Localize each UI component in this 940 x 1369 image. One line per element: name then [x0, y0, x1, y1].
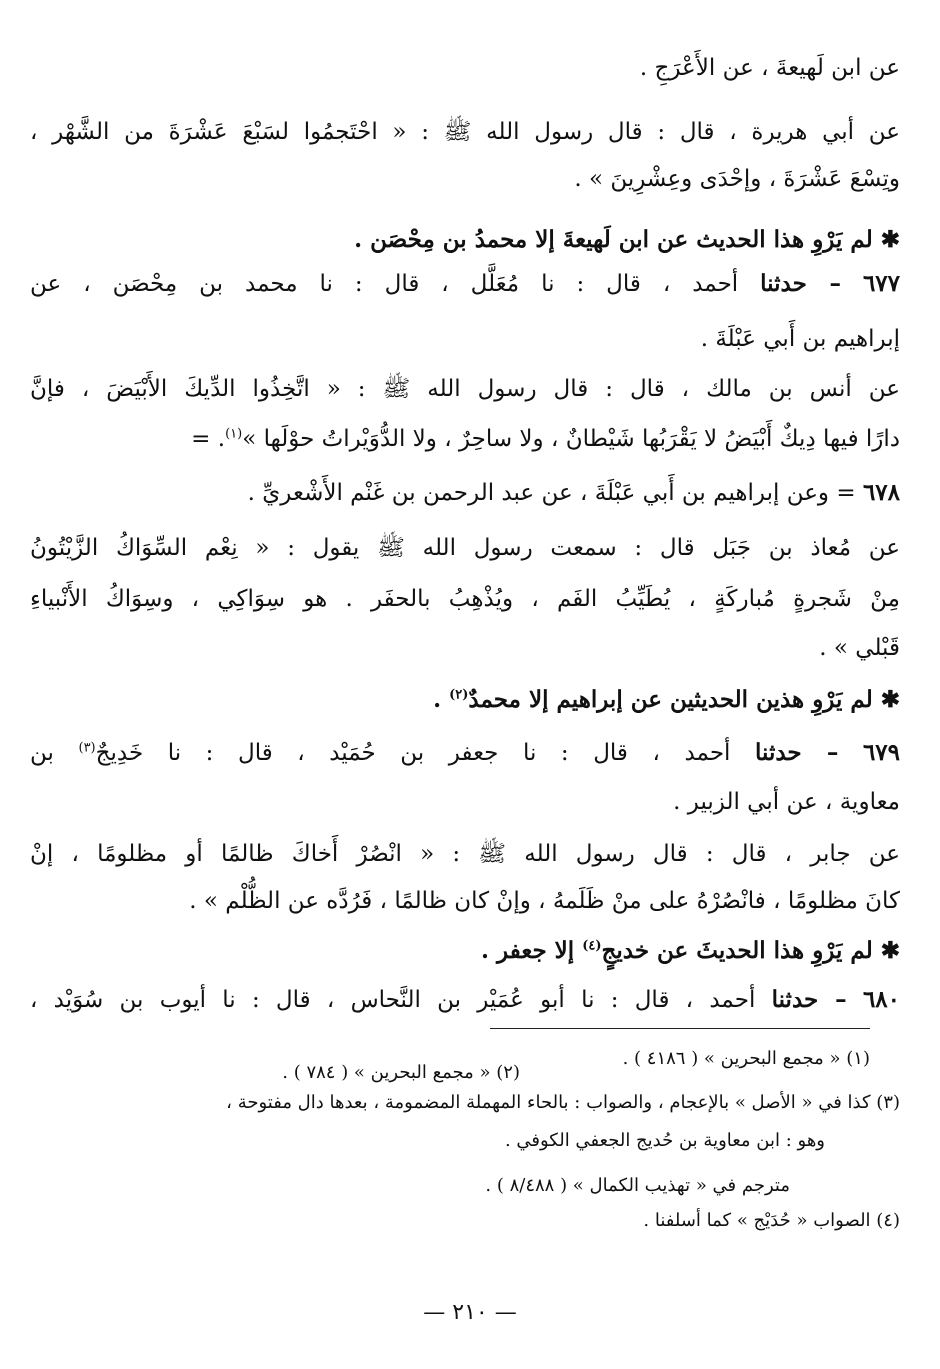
text-line: معاوية ، عن أبي الزبير .	[673, 789, 900, 815]
footnote-marker: (٣)	[78, 740, 96, 756]
text-line: مِنْ شَجرةٍ مُباركَةٍ ، يُطَيِّبُ الفَم ، ويُذْهِبُ بالحفَر . هو سِوَاكِي ، وسِوَاكُ الأَنْبياءِ	[30, 586, 900, 612]
text-line: عن أنس بن مالك ، قال : قال رسول الله ﷺ : « اتَّخِذُوا الدِّيكَ الأَبْيَضَ ، فإنَّ	[30, 376, 900, 402]
hadith-number: ٦٧٨	[862, 479, 900, 506]
text-line: عن مُعاذ بن جَبَل قال : سمعت رسول الله ﷺ يقول : « نِعْم السِّوَاكُ الزَّيْتُونُ	[30, 535, 900, 561]
hadith-lead: حدثنا	[760, 270, 807, 297]
text-line: عن ابن لَهيعةَ ، عن الأَعْرَجِ .	[639, 55, 900, 81]
hadith-678-line: ٦٧٨ = وعن إبراهيم بن أَبي عَبْلَةَ ، عن عبد الرحمن بن غَنْم الأَشْعريِّ .	[247, 479, 900, 506]
hadith-number: ٦٧٧	[862, 270, 901, 297]
editor-note: ✱ لم يَرْوِ هذا الحديث عن ابن لَهيعةَ إلا محمدُ بن مِحْصَن .	[354, 226, 900, 253]
hadith-677-line: ٦٧٧ – حدثنا أحمد ، قال : نا مُعَلَّل ، قال : نا محمد بن مِحْصَن ، عن	[30, 270, 901, 297]
hadith-number: ٦٧٩	[862, 739, 901, 766]
text-line: كانَ مظلومًا ، فانْصُرْهُ على منْ ظَلَمهُ ، وإنْ كان ظالمًا ، فَرُدَّه عن الظُّلْم » .	[189, 888, 900, 914]
hadith-lead: حدثنا	[755, 739, 802, 766]
asterisk-icon: ✱	[872, 226, 900, 253]
footnote: (٢) « مجمع البحرين » ( ٧٨٤ ) .	[282, 1062, 520, 1083]
footnote-marker: (٢)	[449, 687, 469, 703]
hadith-lead: حدثنا	[771, 986, 819, 1013]
footnote: (٤) الصواب « حُدَيْج » كما أسلفنا .	[643, 1210, 900, 1231]
text-line: دارًا فيها دِيكٌ أَبْيَضُ لا يَقْرَبُها شَيْطانٌ ، ولا ساحِرٌ ، ولا الدُّوَيْراتُ حوْلَها »$^{(١)}$. =	[191, 426, 900, 452]
text-line: وتِسْعَ عَشْرَةَ ، وإحْدَى وعِشْرِينَ » .	[574, 166, 900, 192]
footnote: (٣) كذا في « الأصل » بالإعجام ، والصواب : بالحاء المهملة المضمومة ، بعدها دال مفتوحة ،	[226, 1092, 900, 1113]
asterisk-icon: ✱	[872, 686, 900, 713]
editor-note: ✱ لم يَرْوِ هذين الحديثين عن إبراهيم إلا محمدٌ$^{(٢)}$ .	[433, 686, 900, 713]
text-line: عن جابر ، قال : قال رسول الله ﷺ : « انْصُرْ أَخاكَ ظالمًا أو مظلومًا ، إنْ	[30, 841, 900, 867]
text-line: عن أبي هريرة ، قال : قال رسول الله ﷺ : « احْتَجمُوا لسَبْعَ عَشْرَةَ من الشَّهْر ،	[30, 119, 900, 145]
editor-note: ✱ لم يَرْوِ هذا الحديثَ عن خديجٍ$^{(٤)}$ إلا جعفر .	[481, 937, 900, 964]
text-line: قَبْلي » .	[819, 635, 900, 661]
hadith-680-line: ٦٨٠ – حدثنا أحمد ، قال : نا أبو عُمَيْر بن النَّحاس ، قال : نا أيوب بن سُوَيْد ،	[30, 986, 900, 1013]
hadith-679-line: ٦٧٩ – حدثنا أحمد ، قال : نا جعفر بن حُمَيْد ، قال : نا خَدِيجٌ$^{(٣)}$ بن	[30, 739, 901, 766]
footnote-marker: (١)	[225, 426, 243, 442]
footnote: (١) « مجمع البحرين » ( ٤١٨٦ ) .	[622, 1048, 870, 1069]
text-line: إبراهيم بن أَبي عَبْلَةَ .	[700, 326, 900, 352]
footnote: مترجم في « تهذيب الكمال » ( ٨/٤٨٨ ) .	[485, 1175, 790, 1196]
footnote: وهو : ابن معاوية بن حُديج الجعفي الكوفي .	[504, 1130, 825, 1151]
page-number: — ٢١٠ —	[423, 1300, 517, 1325]
footnote-marker: (٤)	[582, 938, 602, 954]
footnote-divider	[490, 1028, 870, 1029]
hadith-number: ٦٨٠	[862, 986, 900, 1013]
asterisk-icon: ✱	[872, 937, 900, 964]
